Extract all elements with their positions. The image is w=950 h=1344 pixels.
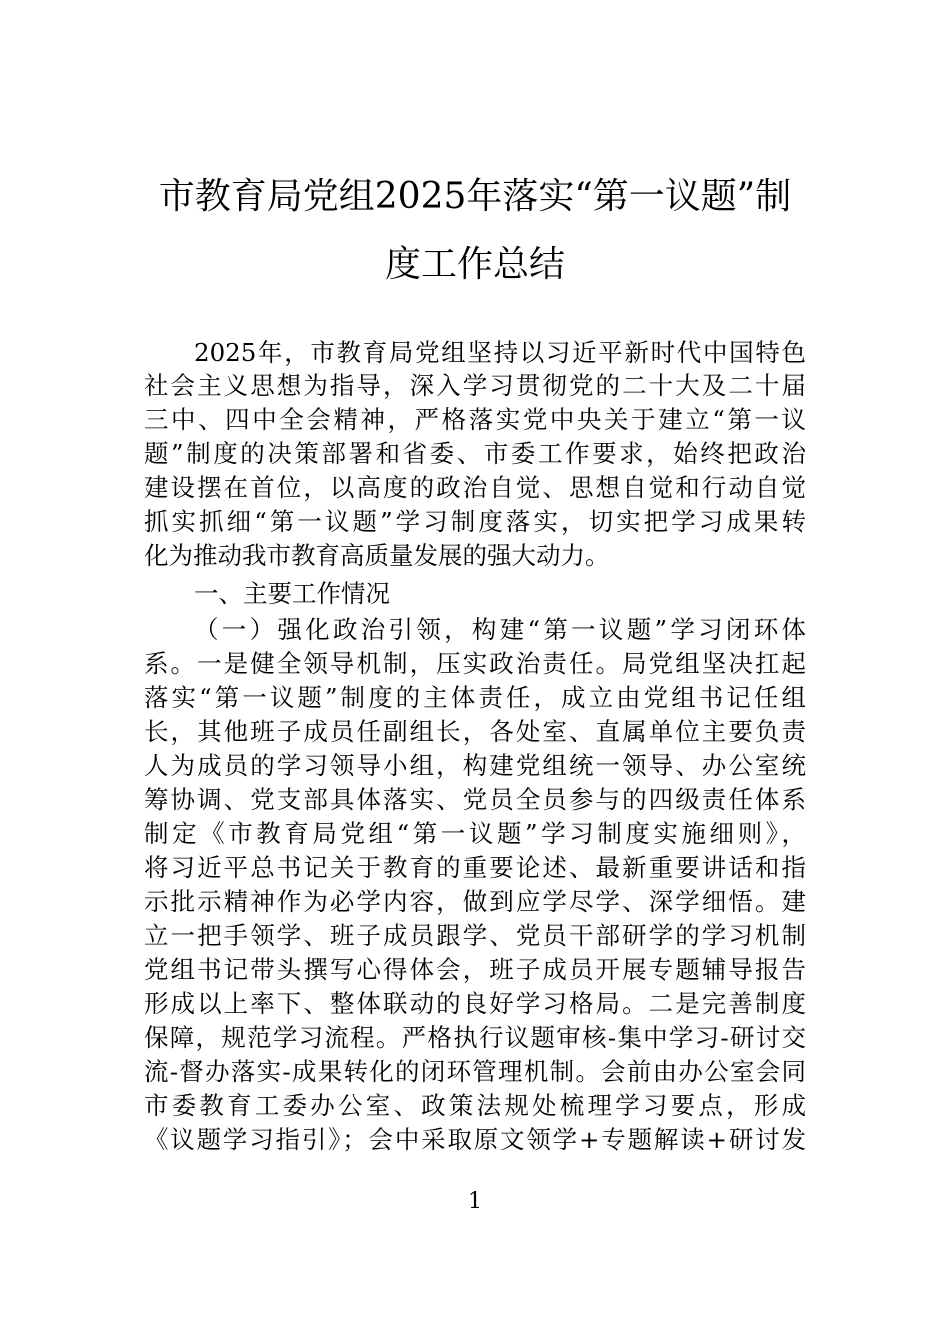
body-line-3: 三中、四中全会精神，严格落实党中央关于建立“第一议: [144, 405, 806, 434]
body-line-21: 保障，规范学习流程。严格执行议题审核-集中学习-研讨交: [144, 1023, 806, 1052]
section-heading: 一、主要工作情况: [194, 579, 390, 608]
body-line-1: 2025年，市教育局党组坚持以习近平新时代中国特色: [194, 338, 806, 367]
body-line-6: 抓实抓细“第一议题”学习制度落实，切实把学习成果转: [144, 507, 806, 536]
page-number: 1: [468, 1189, 482, 1214]
body-line-10: 系。一是健全领导机制，压实政治责任。局党组坚决扛起: [144, 649, 806, 678]
body-line-5: 建设摆在首位，以高度的政治自觉、思想自觉和行动自觉: [144, 473, 806, 502]
body-line-19: 党组书记带头撰写心得体会，班子成员开展专题辅导报告: [144, 955, 806, 984]
body-line-7: 化为推动我市教育高质量发展的强大动力。: [144, 541, 610, 570]
document-title-line-2: 度工作总结: [384, 244, 565, 285]
body-line-11: 落实“第一议题”制度的主体责任，成立由党组书记任组: [144, 683, 806, 712]
body-line-15: 制定《市教育局党组“第一议题”学习制度实施细则》，: [144, 819, 806, 848]
body-line-9: （一）强化政治引领，构建“第一议题”学习闭环体: [194, 615, 806, 644]
body-line-23: 市委教育工委办公室、政策法规处梳理学习要点，形成: [144, 1091, 806, 1120]
body-line-17: 示批示精神作为必学内容，做到应学尽学、深学细悟。建: [144, 887, 806, 916]
body-line-24: 《议题学习指引》；会中采取原文领学+专题解读+研讨发: [144, 1125, 806, 1154]
body-line-16: 将习近平总书记关于教育的重要论述、最新重要讲话和指: [144, 853, 806, 882]
body-line-22: 流-督办落实-成果转化的闭环管理机制。会前由办公室会同: [144, 1057, 806, 1086]
document-title-line-1: 市教育局党组2025年落实“第一议题”制: [158, 176, 792, 217]
body-line-20: 形成以上率下、整体联动的良好学习格局。二是完善制度: [144, 989, 806, 1018]
body-line-4: 题”制度的决策部署和省委、市委工作要求，始终把政治: [144, 439, 806, 468]
body-line-18: 立一把手领学、班子成员跟学、党员干部研学的学习机制: [144, 921, 806, 950]
body-line-13: 人为成员的学习领导小组，构建党组统一领导、办公室统: [144, 751, 806, 780]
body-line-14: 筹协调、党支部具体落实、党员全员参与的四级责任体系: [144, 785, 806, 814]
body-line-2: 社会主义思想为指导，深入学习贯彻党的二十大及二十届: [144, 371, 806, 400]
body-line-12: 长，其他班子成员任副组长，各处室、直属单位主要负责: [144, 717, 806, 746]
